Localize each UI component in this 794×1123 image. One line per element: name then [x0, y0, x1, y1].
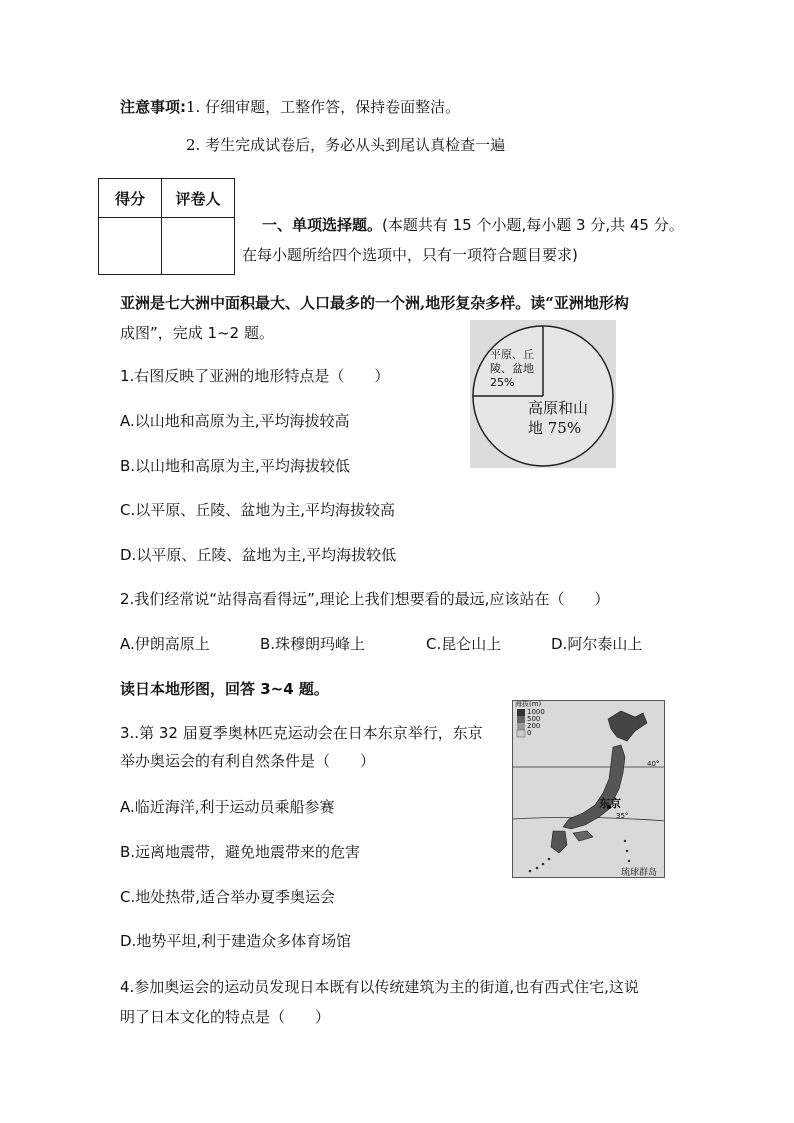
legend-value-3: 200 — [527, 722, 541, 730]
legend-swatch-1 — [517, 709, 525, 716]
ryukyu-label: 琉球群岛 — [621, 868, 658, 878]
notice-item-1: 1. 仔细审题，工整作答，保持卷面整洁。 — [186, 98, 461, 116]
pie-big-line-2: 地 75% — [528, 419, 582, 437]
ryukyu-island — [548, 858, 551, 861]
japan-terrain-map-figure — [512, 700, 665, 878]
pie-big-line-1: 高原和山 — [528, 399, 589, 417]
lat-40-label: 40° — [647, 760, 660, 768]
lat-35-label: 35° — [616, 812, 629, 820]
legend-swatch-4 — [517, 730, 525, 737]
hokkaido-shape — [608, 711, 647, 741]
shikoku-shape — [573, 831, 593, 841]
q3-stem-2: 举办奥运会的有利自然条件是（ ） — [120, 752, 376, 770]
notice-line-1 — [120, 96, 460, 118]
legend-title: 海拔(m) — [515, 700, 542, 708]
intro1-line-2: 成图”，完成 1~2 题。 — [120, 324, 274, 342]
ryukyu-island — [542, 863, 545, 866]
legend-swatch-3 — [517, 723, 525, 730]
intro2-line-1: 读日本地形图，回答 3~4 题。 — [120, 680, 329, 698]
pie-small-label — [490, 348, 534, 390]
pacific-island — [624, 840, 626, 842]
map-legend-values — [527, 709, 545, 737]
q3-stem-1: 3..第 32 届夏季奥林匹克运动会在日本东京举行，东京 — [120, 724, 483, 742]
section1-line-1 — [262, 214, 684, 236]
q3-option-b[interactable]: B.远离地震带，避免地震带来的危害 — [120, 843, 361, 861]
pie-small-line-3: 25% — [490, 376, 515, 389]
q1-stem: 1.右图反映了亚洲的地形特点是（ ） — [120, 367, 390, 385]
q1-option-d[interactable]: D.以平原、丘陵、盆地为主,平均海拔较低 — [120, 546, 397, 564]
q2-stem: 2.我们经常说“站得高看得远”,理论上我们想要看的最远,应该站在（ ） — [120, 590, 610, 608]
pacific-island — [626, 850, 628, 852]
map-legend — [515, 701, 541, 708]
ryukyu-island — [536, 867, 539, 870]
section1-title: 一、单项选择题。 — [262, 216, 383, 234]
q2-option-a[interactable]: A.伊朗高原上 — [120, 635, 210, 653]
notice-label: 注意事项: — [120, 98, 186, 116]
pie-big-label — [528, 398, 588, 438]
score-cell[interactable] — [99, 218, 162, 275]
q1-option-c[interactable]: C.以平原、丘陵、盆地为主,平均海拔较高 — [120, 501, 396, 519]
legend-value-4: 0 — [527, 729, 532, 737]
pie-small-line-1: 平原、丘 — [490, 348, 534, 361]
q4-stem-1: 4.参加奥运会的运动员发现日本既有以传统建筑为主的街道,也有西式住宅,这说 — [120, 978, 639, 996]
section1-desc-2: 在每小题所给四个选项中，只有一项符合题目要求) — [242, 246, 578, 264]
legend-swatch-2 — [517, 716, 525, 723]
q1-option-b[interactable]: B.以山地和高原为主,平均海拔较低 — [120, 457, 350, 475]
legend-value-1: 1000 — [527, 708, 545, 716]
section1-desc-1: (本题共有 15 个小题,每小题 3 分,共 45 分。 — [382, 216, 684, 234]
ryukyu-island — [529, 870, 532, 873]
intro1-line-1: 亚洲是七大洲中面积最大、人口最多的一个洲,地形复杂多样。读“亚洲地形构 — [120, 294, 629, 312]
tokyo-label: 东京 — [599, 797, 621, 810]
q4-stem-2: 明了日本文化的特点是（ ） — [120, 1008, 331, 1026]
q2-option-d[interactable]: D.阿尔泰山上 — [551, 635, 643, 653]
notice-item-2: 2. 考生完成试卷后，务必从头到尾认真检查一遍 — [186, 136, 506, 154]
score-header: 得分 — [99, 179, 162, 218]
q2-option-b[interactable]: B.珠穆朗玛峰上 — [260, 635, 366, 653]
q2-option-c[interactable]: C.昆仑山上 — [426, 635, 502, 653]
pie-small-line-2: 陵、盆地 — [490, 362, 534, 375]
asia-terrain-pie-figure — [470, 320, 616, 468]
pacific-island — [628, 860, 630, 862]
q3-option-c[interactable]: C.地处热带,适合举办夏季奥运会 — [120, 888, 336, 906]
q3-option-d[interactable]: D.地势平坦,利于建造众多体育场馆 — [120, 932, 352, 950]
kyushu-shape — [551, 831, 567, 853]
grader-header: 评卷人 — [162, 179, 235, 218]
grader-cell[interactable] — [162, 218, 235, 275]
legend-value-2: 500 — [527, 715, 541, 723]
pie-svg — [470, 320, 616, 468]
q3-option-a[interactable]: A.临近海洋,利于运动员乘船参赛 — [120, 798, 335, 816]
q1-option-a[interactable]: A.以山地和高原为主,平均海拔较高 — [120, 412, 350, 430]
score-table — [98, 178, 235, 275]
